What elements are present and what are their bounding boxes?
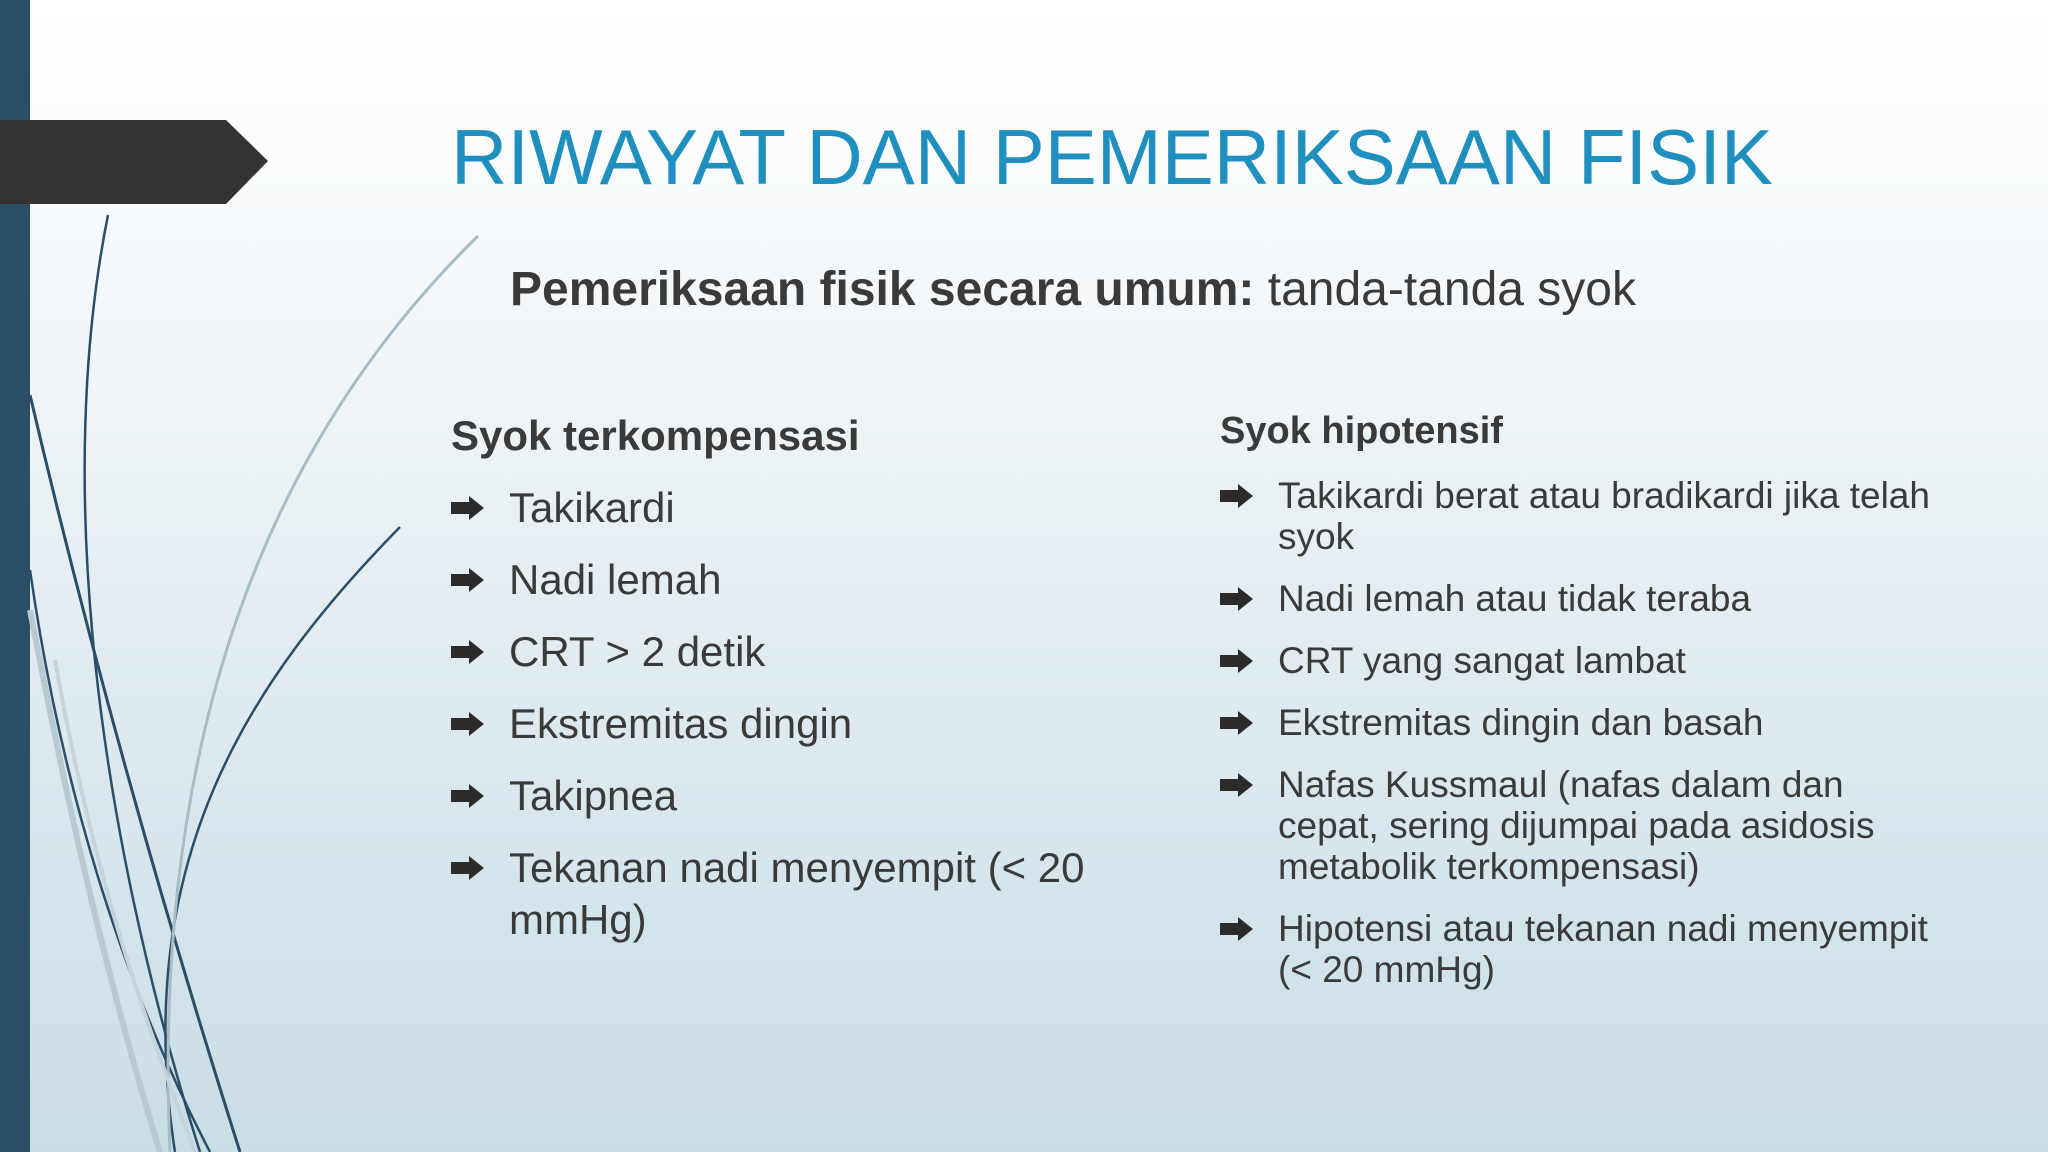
bullet-list xyxy=(451,482,1111,946)
list-item-text: Nadi lemah atau tidak teraba xyxy=(1278,578,1752,619)
list-item xyxy=(1220,475,1940,557)
list-item-text: Takikardi berat atau bradikardi jika telah syok xyxy=(1278,475,1930,557)
list-item xyxy=(451,842,1111,946)
list-item-text: Hipotensi atau tekanan nadi menyempit (< 20 mmHg) xyxy=(1278,908,1928,990)
list-item xyxy=(451,482,1111,534)
list-item-text: CRT > 2 detik xyxy=(509,628,766,675)
hypotensive-shock-column xyxy=(1220,410,1940,1011)
list-item-text: Takipnea xyxy=(509,772,678,819)
list-item-text: Tekanan nadi menyempit (< 20 mmHg) xyxy=(509,844,1085,943)
title-arrow-tab xyxy=(0,0,300,300)
slide-subtitle xyxy=(510,262,1636,317)
list-item xyxy=(451,698,1111,750)
arrow-right-bullet-icon xyxy=(451,783,485,809)
list-item-text: Nafas Kussmaul (nafas dalam dan cepat, sering dijumpai pada asidosis metabolik terkompensasi) xyxy=(1278,764,1875,887)
list-item-text: Takikardi xyxy=(509,484,675,531)
list-item-text: CRT yang sangat lambat xyxy=(1278,640,1686,681)
column-heading: Syok hipotensif xyxy=(1220,410,1503,452)
list-item xyxy=(1220,640,1940,681)
arrow-right-bullet-icon xyxy=(1220,483,1254,509)
list-item xyxy=(1220,764,1940,887)
arrow-right-bullet-icon xyxy=(451,567,485,593)
list-item xyxy=(451,770,1111,822)
arrow-right-bullet-icon xyxy=(1220,586,1254,612)
list-item-text: Nadi lemah xyxy=(509,556,722,603)
list-item xyxy=(1220,908,1940,990)
arrow-right-bullet-icon xyxy=(451,855,485,881)
list-item xyxy=(451,554,1111,606)
arrow-right-bullet-icon xyxy=(1220,710,1254,736)
arrow-right-bullet-icon xyxy=(1220,648,1254,674)
slide-title: RIWAYAT DAN PEMERIKSAAN FISIK xyxy=(451,113,1773,201)
arrow-right-bullet-icon xyxy=(451,495,485,521)
subtitle-rest: tanda-tanda syok xyxy=(1267,263,1636,316)
arrow-right-bullet-icon xyxy=(1220,772,1254,798)
list-item-text: Ekstremitas dingin dan basah xyxy=(1278,702,1764,743)
compensated-shock-column xyxy=(451,412,1111,966)
list-item-text: Ekstremitas dingin xyxy=(509,700,853,747)
arrow-right-bullet-icon xyxy=(451,639,485,665)
list-item xyxy=(1220,578,1940,619)
list-item xyxy=(1220,702,1940,743)
list-item xyxy=(451,626,1111,678)
arrow-right-bullet-icon xyxy=(451,711,485,737)
column-heading: Syok terkompensasi xyxy=(451,412,860,459)
subtitle-bold: Pemeriksaan fisik secara umum: xyxy=(510,263,1255,316)
arrow-right-bullet-icon xyxy=(1220,916,1254,942)
bullet-list xyxy=(1220,475,1940,990)
